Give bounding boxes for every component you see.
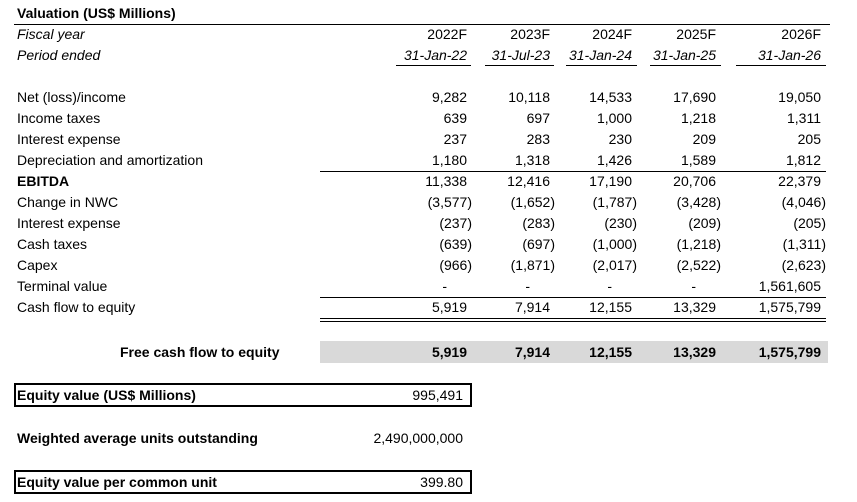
value-2022f: 5,919 bbox=[431, 344, 467, 360]
value-2023f: (283) bbox=[522, 215, 555, 231]
fiscal-year-2024: 2024F bbox=[592, 26, 632, 42]
row-label: EBITDA bbox=[17, 173, 70, 189]
value-2023f: (697) bbox=[522, 236, 555, 252]
row-label: Interest expense bbox=[17, 131, 121, 147]
value-2024f: 1,000 bbox=[596, 110, 632, 126]
value-2024f: - bbox=[607, 278, 612, 294]
value-2022f: (966) bbox=[439, 257, 472, 273]
value-2023f: (1,652) bbox=[510, 194, 555, 210]
period-2023: 31-Jul-23 bbox=[491, 47, 550, 63]
value-2024f: 230 bbox=[608, 131, 632, 147]
value-2024f: (1,787) bbox=[592, 194, 637, 210]
row-label: Income taxes bbox=[17, 110, 101, 126]
value-2023f: 697 bbox=[526, 110, 550, 126]
row-change-nwc bbox=[0, 192, 857, 213]
free-cash-flow-label: Free cash flow to equity bbox=[120, 344, 280, 360]
value-2025f: (2,522) bbox=[676, 257, 721, 273]
row-label: Terminal value bbox=[17, 278, 108, 294]
period-underline bbox=[485, 65, 554, 66]
value-2026f: 22,379 bbox=[778, 173, 821, 189]
value-2022f: - bbox=[442, 278, 447, 294]
row-label: Net (loss)/income bbox=[17, 89, 126, 105]
period-ended-label: Period ended bbox=[17, 47, 101, 63]
period-underline bbox=[650, 65, 721, 66]
fiscal-year-2022: 2022F bbox=[427, 26, 467, 42]
fiscal-year-label: Fiscal year bbox=[17, 26, 85, 42]
value-2023f: - bbox=[525, 278, 530, 294]
value-2024f: 17,190 bbox=[589, 173, 632, 189]
fiscal-year-2023: 2023F bbox=[510, 26, 550, 42]
value-2026f: (2,623) bbox=[781, 257, 826, 273]
equity-value-label: Equity value (US$ Millions) bbox=[17, 387, 196, 403]
value-2022f: (237) bbox=[439, 215, 472, 231]
period-ended-row bbox=[0, 45, 857, 66]
row-label: Cash flow to equity bbox=[17, 299, 136, 315]
value-2025f: 17,690 bbox=[673, 89, 716, 105]
value-2024f: (2,017) bbox=[592, 257, 637, 273]
value-2024f: 1,426 bbox=[596, 152, 632, 168]
row-weighted-units bbox=[0, 427, 857, 449]
value-2025f: 13,329 bbox=[673, 299, 716, 315]
row-interest-expense bbox=[0, 129, 857, 150]
row-label: Change in NWC bbox=[17, 194, 119, 210]
value-2026f: (205) bbox=[793, 215, 826, 231]
value-2025f: 209 bbox=[692, 131, 716, 147]
row-free-cash-flow bbox=[0, 341, 857, 363]
row-income-taxes bbox=[0, 108, 857, 129]
title-row bbox=[0, 3, 857, 24]
value-2023f: (1,871) bbox=[510, 257, 555, 273]
row-equity-value bbox=[0, 383, 857, 407]
weighted-units-amount: 2,490,000,000 bbox=[373, 430, 463, 446]
value-2024f: (230) bbox=[604, 215, 637, 231]
value-2022f: 1,180 bbox=[431, 152, 467, 168]
row-terminal-value bbox=[0, 276, 857, 297]
period-2022: 31-Jan-22 bbox=[403, 47, 467, 63]
value-2025f: 1,218 bbox=[680, 110, 716, 126]
value-2022f: 5,919 bbox=[431, 299, 467, 315]
row-net-income bbox=[0, 87, 857, 108]
period-2024: 31-Jan-24 bbox=[568, 47, 632, 63]
row-equity-per-unit bbox=[0, 470, 857, 494]
row-label: Capex bbox=[17, 257, 58, 273]
value-2024f: (1,000) bbox=[592, 236, 637, 252]
row-capex bbox=[0, 255, 857, 276]
row-cash-taxes bbox=[0, 234, 857, 255]
value-2026f: 1,812 bbox=[785, 152, 821, 168]
value-2022f: (3,577) bbox=[427, 194, 472, 210]
value-2023f: 1,318 bbox=[514, 152, 550, 168]
sheet-title: Valuation (US$ Millions) bbox=[17, 5, 176, 21]
value-2026f: 1,311 bbox=[787, 110, 821, 126]
row-interest-expense-deduction bbox=[0, 213, 857, 234]
value-2024f: 14,533 bbox=[589, 89, 632, 105]
value-2026f: 205 bbox=[797, 131, 821, 147]
value-2025f: 13,329 bbox=[673, 344, 716, 360]
equity-value-amount: 995,491 bbox=[412, 387, 463, 403]
equity-per-unit-label: Equity value per common unit bbox=[17, 474, 217, 490]
value-2025f: - bbox=[691, 278, 696, 294]
row-cash-flow-to-equity bbox=[0, 297, 857, 318]
value-2022f: 639 bbox=[443, 110, 467, 126]
value-2022f: 9,282 bbox=[431, 89, 467, 105]
row-label: Cash taxes bbox=[17, 236, 88, 252]
value-2026f: 1,575,799 bbox=[758, 344, 821, 360]
value-2023f: 7,914 bbox=[514, 344, 550, 360]
row-ebitda bbox=[0, 171, 857, 192]
value-2023f: 10,118 bbox=[508, 89, 550, 105]
value-2026f: 1,575,799 bbox=[758, 299, 821, 315]
double-underline-bottom bbox=[320, 321, 826, 322]
fiscal-year-2026: 2026F bbox=[781, 26, 821, 42]
value-2023f: 12,416 bbox=[507, 173, 550, 189]
value-2022f: (639) bbox=[439, 236, 472, 252]
value-2023f: 7,914 bbox=[514, 299, 550, 315]
value-2026f: (1,311) bbox=[782, 236, 826, 252]
period-2025: 31-Jan-25 bbox=[652, 47, 716, 63]
row-label: Depreciation and amortization bbox=[17, 152, 203, 168]
value-2025f: (3,428) bbox=[676, 194, 721, 210]
value-2026f: 19,050 bbox=[778, 89, 821, 105]
value-2025f: 1,589 bbox=[680, 152, 716, 168]
period-underline bbox=[736, 65, 826, 66]
row-depreciation-amortization bbox=[0, 150, 857, 171]
double-underline-top bbox=[320, 318, 826, 319]
period-underline bbox=[396, 65, 471, 66]
weighted-units-label: Weighted average units outstanding bbox=[17, 430, 258, 446]
value-2024f: 12,155 bbox=[589, 299, 632, 315]
equity-per-unit-amount: 399.80 bbox=[420, 474, 463, 490]
fiscal-year-2025: 2025F bbox=[676, 26, 716, 42]
period-underline bbox=[566, 65, 637, 66]
row-label: Interest expense bbox=[17, 215, 121, 231]
value-2026f: 1,561,605 bbox=[758, 278, 821, 294]
value-2022f: 11,338 bbox=[425, 173, 467, 189]
period-2026: 31-Jan-26 bbox=[757, 47, 821, 63]
value-2026f: (4,046) bbox=[781, 194, 826, 210]
value-2024f: 12,155 bbox=[589, 344, 632, 360]
value-2022f: 237 bbox=[443, 131, 467, 147]
value-2025f: (1,218) bbox=[676, 236, 721, 252]
value-2023f: 283 bbox=[526, 131, 550, 147]
fiscal-year-row bbox=[0, 24, 857, 45]
value-2025f: 20,706 bbox=[673, 173, 716, 189]
value-2025f: (209) bbox=[688, 215, 721, 231]
